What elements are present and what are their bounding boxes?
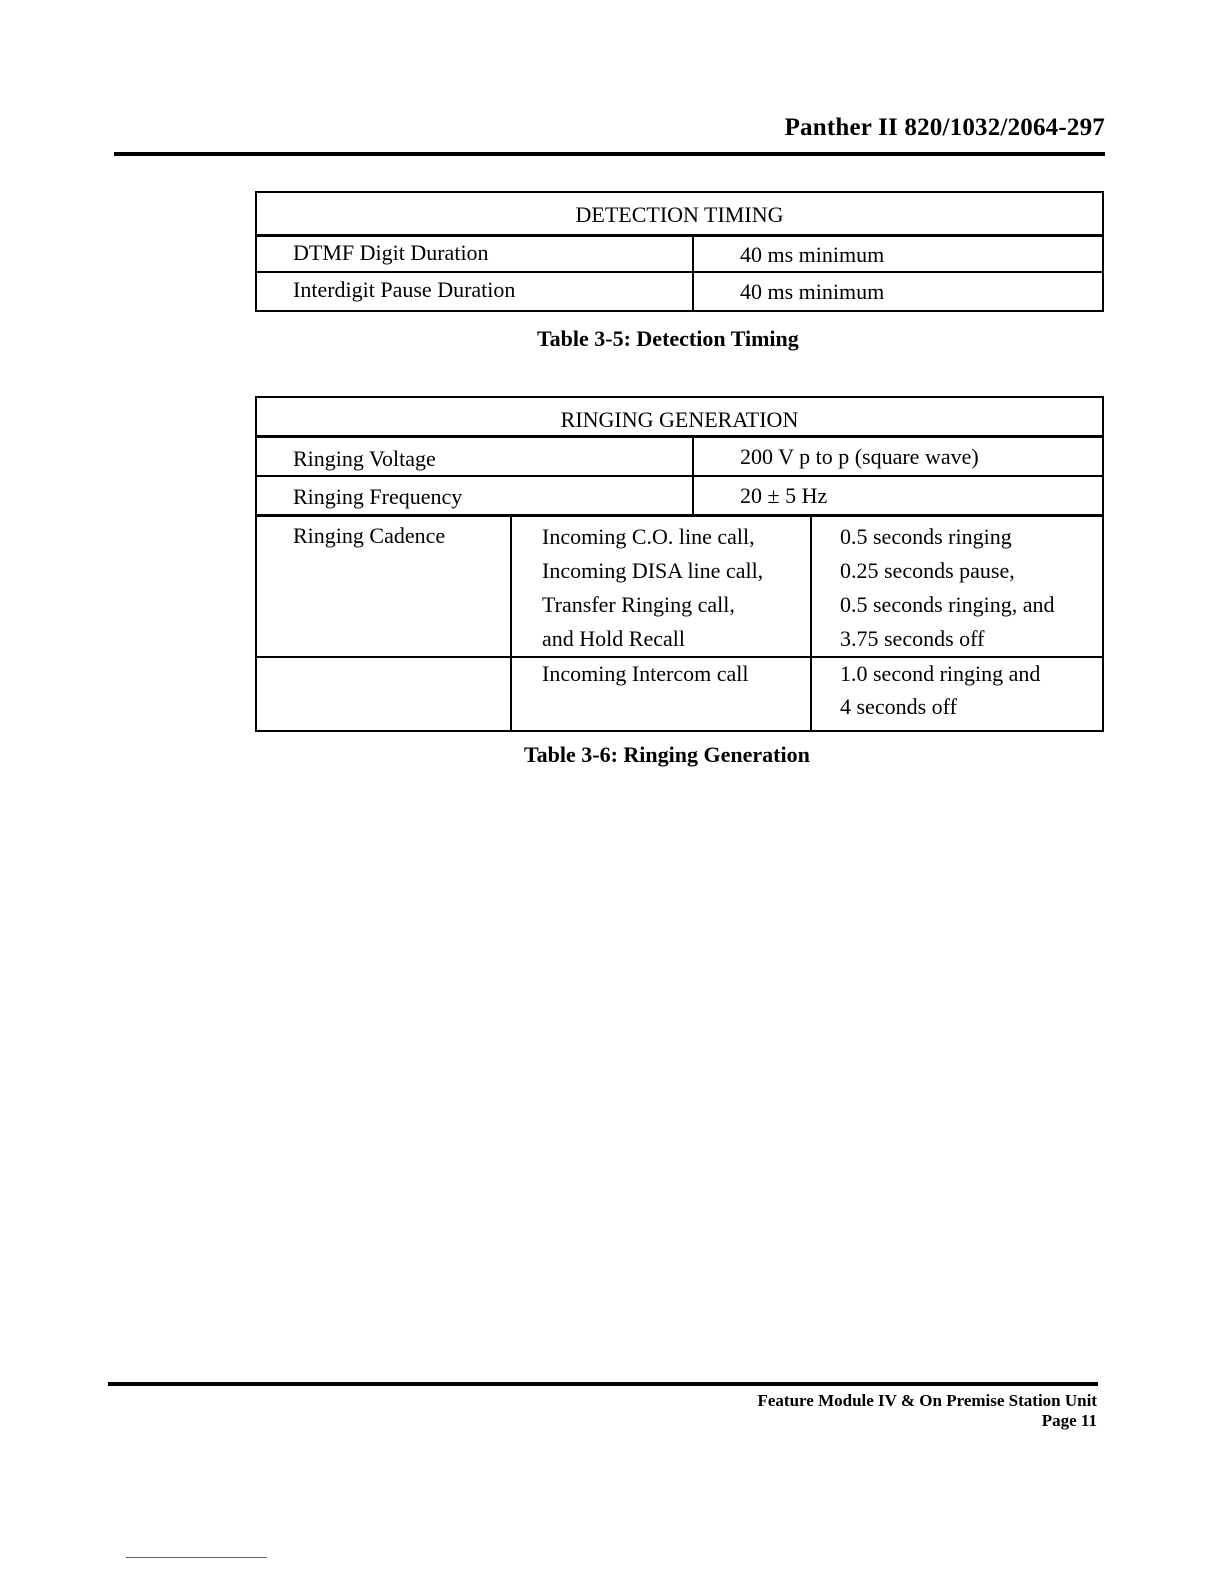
table-caption: Table 3-6: Ringing Generation (524, 742, 810, 767)
cadence-pattern: 4 seconds off (840, 694, 957, 719)
table-row-value: 40 ms minimum (740, 279, 885, 304)
detection-timing-heading: DETECTION TIMING (575, 202, 784, 227)
footer-rule (108, 1382, 1098, 1386)
table-row-value: 20 ± 5 Hz (740, 483, 828, 508)
cadence-pattern: 1.0 second ringing and (840, 661, 1041, 686)
table-divider (257, 514, 1102, 517)
table-divider (692, 236, 694, 310)
table-divider (257, 234, 1102, 237)
header-rule (114, 152, 1105, 156)
ringing-generation-heading: RINGING GENERATION (560, 407, 799, 432)
table-row-value: 40 ms minimum (740, 242, 885, 267)
cadence-pattern: 0.5 seconds ringing (840, 524, 1012, 549)
cadence-call-type: Incoming C.O. line call, (542, 524, 755, 549)
table-row-label: Ringing Frequency (293, 484, 463, 509)
table-row-value: 200 V p to p (square wave) (740, 444, 979, 469)
table-row-label: Ringing Voltage (293, 446, 436, 471)
table-divider (257, 271, 1102, 273)
cadence-call-type: Incoming DISA line call, (542, 558, 764, 583)
cadence-call-type: Transfer Ringing call, (542, 592, 735, 617)
table-caption: Table 3-5: Detection Timing (537, 326, 799, 351)
table-divider (257, 475, 1102, 477)
ringing-generation-table (255, 396, 1104, 732)
cadence-pattern: 0.5 seconds ringing, and (840, 592, 1055, 617)
footer-document-title: Feature Module IV & On Premise Station Unit (757, 1391, 1097, 1410)
detection-timing-table (255, 191, 1104, 312)
cadence-call-type: Incoming Intercom call (542, 661, 749, 686)
table-divider (692, 437, 694, 516)
cadence-pattern: 3.75 seconds off (840, 626, 985, 651)
table-divider (257, 656, 1102, 658)
cadence-call-type: and Hold Recall (542, 626, 685, 651)
link-underline (126, 1557, 267, 1558)
table-divider (510, 516, 512, 730)
table-divider (257, 435, 1102, 438)
table-row-label: Interdigit Pause Duration (293, 277, 516, 302)
cadence-pattern: 0.25 seconds pause, (840, 558, 1015, 583)
table-divider (810, 516, 812, 730)
footer-page-number: Page 11 (1041, 1411, 1097, 1430)
document-header-title: Panther II 820/1032/2064-297 (784, 114, 1105, 141)
table-row-label: DTMF Digit Duration (293, 240, 489, 265)
ringing-cadence-label: Ringing Cadence (293, 523, 446, 548)
